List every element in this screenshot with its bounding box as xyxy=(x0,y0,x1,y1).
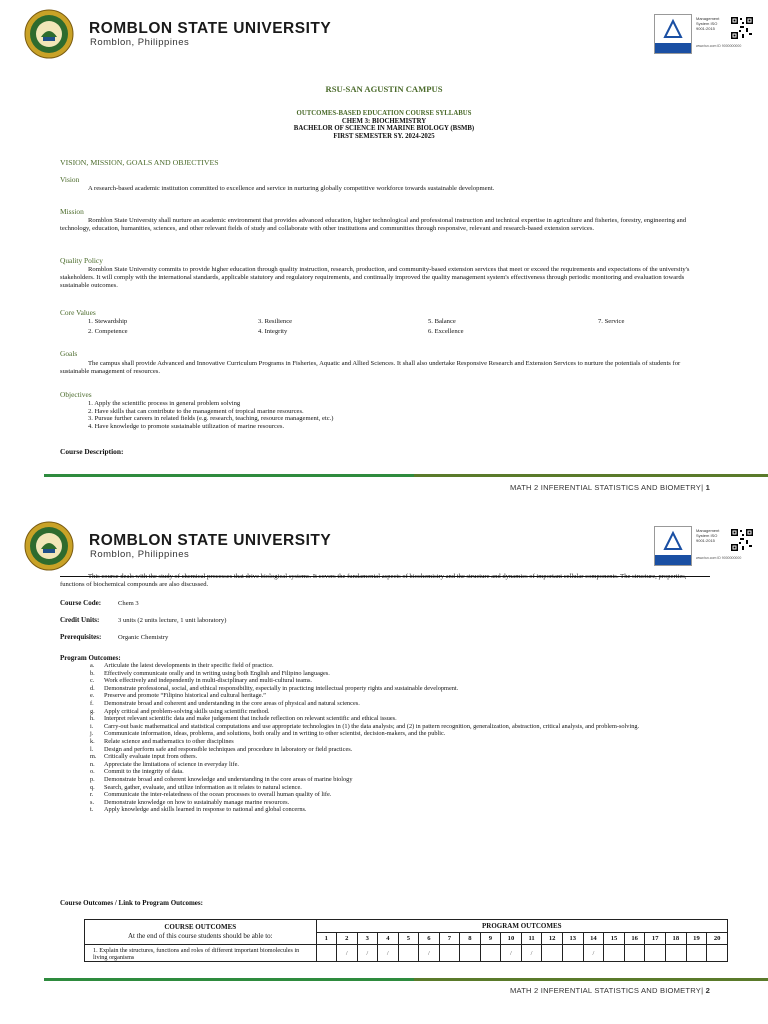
po-number-cell: 9 xyxy=(480,933,501,945)
quality-policy-text: Romblon State University commits to provide higher education through quality instruction, research, production, and community-based extension services that meet or exceed the requirements and expectations of the university's stakeholders. It will comply with the international standards, applicable statutory and regulatory requirements, and continually improved the quality management system's effectiveness through periodic monitoring and evaluation towards sustainable outcomes. xyxy=(60,266,690,290)
credit-units-label: Credit Units: xyxy=(60,616,100,624)
program-outcome-key: h. xyxy=(90,715,95,723)
course-description-text: This course deals with the study of chemical processes that drive biological systems. It covers the fundamental aspects of biochemistry and the structure and dynamics of important cellular components. The structure, properties, functions of biochemical compounds are also discussed. xyxy=(60,573,687,589)
program-outcome-key: b. xyxy=(90,669,95,677)
program-outcome-key: e. xyxy=(90,692,95,700)
university-name: ROMBLON STATE UNIVERSITY xyxy=(89,532,332,549)
campus-name: RSU-SAN AGUSTIN CAMPUS xyxy=(325,84,443,94)
po-number-cell: 13 xyxy=(562,933,583,945)
po-number-cell: 20 xyxy=(707,933,728,945)
tuv-certification-logo xyxy=(654,526,692,566)
po-number-cell: 4 xyxy=(378,933,399,945)
program-outcome-item xyxy=(90,715,710,723)
vision-text: A research-based academic institution committed to excellence and service in nurturing globally competitive workforce towards sustainable development. xyxy=(88,185,495,192)
po-number-cell: 8 xyxy=(460,933,481,945)
po-number-cell: 16 xyxy=(624,933,645,945)
program-outcome-item xyxy=(90,791,710,799)
syllabus-title-line: CHEM 3: BIOCHEMISTRY xyxy=(341,117,427,125)
po-mark-cell xyxy=(645,945,666,962)
po-number-cell: 3 xyxy=(357,933,378,945)
university-seal-logo xyxy=(24,9,74,59)
po-number-cell: 11 xyxy=(521,933,542,945)
po-number-cell: 5 xyxy=(398,933,419,945)
po-header: PROGRAM OUTCOMES xyxy=(316,920,727,933)
vision-label: Vision xyxy=(60,175,80,184)
po-mark-cell: / xyxy=(357,945,378,962)
course-description-label: Course Description: xyxy=(60,447,124,456)
university-location: Romblon, Philippines xyxy=(90,37,190,48)
objective-item: 1. Apply the scientific process in general problem solving xyxy=(88,400,241,407)
po-mark-cell xyxy=(439,945,460,962)
program-outcome-item xyxy=(90,670,710,678)
syllabus-title xyxy=(0,110,768,140)
co-subheader: At the end of this course students should be able to: xyxy=(127,932,273,940)
objectives-label: Objectives xyxy=(60,390,92,399)
objectives-list xyxy=(88,400,334,430)
core-value-item: 2. Competence xyxy=(88,328,128,335)
co-header: COURSE OUTCOMES xyxy=(164,923,237,931)
program-outcome-text: Articulate the latest developments in their specific field of practice. xyxy=(104,662,274,669)
co-header-cell xyxy=(85,920,317,945)
program-outcome-item xyxy=(90,799,710,807)
program-outcome-text: Communicate information, ideas, problems, and solutions, both orally and in writing to other scientist, decision-makers, and the public. xyxy=(104,730,446,738)
program-outcome-text: Critically evaluate input from others. xyxy=(104,753,198,761)
po-number-cell: 2 xyxy=(337,933,358,945)
objective-item: 4. Have knowledge to promote sustainable utilization of marine resources. xyxy=(88,422,285,430)
program-outcome-text: Demonstrate knowledge on how to sustainably manage marine resources. xyxy=(104,798,290,806)
program-outcome-item xyxy=(90,662,710,670)
program-outcome-item xyxy=(90,753,710,761)
program-outcome-item xyxy=(90,738,710,746)
po-mark-cell: / xyxy=(521,945,542,962)
university-seal-logo xyxy=(24,521,74,571)
qr-code-icon xyxy=(730,528,754,552)
course-outcomes-table xyxy=(84,919,728,962)
program-outcome-item xyxy=(90,708,710,716)
po-number-cell: 10 xyxy=(501,933,522,945)
program-outcome-item xyxy=(90,677,710,685)
program-outcome-key: p. xyxy=(90,775,95,783)
program-outcome-text: Apply critical and problem-solving skills using scientific method. xyxy=(104,707,270,715)
university-location: Romblon, Philippines xyxy=(90,549,190,560)
po-number-cell: 15 xyxy=(604,933,625,945)
program-outcome-text: Relate science and mathematics to other disciplines xyxy=(104,737,234,745)
po-number-cell: 1 xyxy=(316,933,337,945)
core-value-item: 7. Service xyxy=(598,318,625,325)
program-outcome-item xyxy=(90,806,710,814)
program-outcome-key: k. xyxy=(90,737,95,745)
prerequisites-label: Prerequisites: xyxy=(60,633,102,641)
program-outcome-text: Interpret relevant scientific data and make judgement that include reflection on relevant scientific and ethical issues. xyxy=(104,715,397,723)
po-mark-cell: / xyxy=(501,945,522,962)
program-outcome-key: c. xyxy=(90,677,95,685)
program-outcome-text: Demonstrate broad and coherent knowledge and understanding in the core areas of marine biology xyxy=(104,775,353,783)
course-code-label: Course Code: xyxy=(60,599,102,607)
objective-item: 3. Pursue further careers in related fields (e.g. research, teaching, resource management, etc.) xyxy=(88,415,334,423)
page-footer xyxy=(510,483,710,492)
program-outcome-text: Work effectively and independently in multi-disciplinary and multi-cultural teams. xyxy=(104,677,312,685)
program-outcome-key: i. xyxy=(90,722,94,730)
program-outcome-text: Carry-out basic mathematical and statistical computations and use appropriate technologies in (1) the data analysis; and (2) in pattern recognition, generalization, abstraction, critical analysis, and problem-solving. xyxy=(104,722,640,730)
program-outcome-key: o. xyxy=(90,768,95,776)
footer-bar-olive xyxy=(414,978,768,981)
po-number-cell: 18 xyxy=(666,933,687,945)
prerequisites-value: Organic Chemistry xyxy=(118,634,169,641)
program-outcome-key: g. xyxy=(90,707,95,715)
po-mark-cell xyxy=(542,945,563,962)
objective-item: 2. Have skills that can contribute to the management of tropical marine resources. xyxy=(88,407,304,415)
table-row xyxy=(85,945,728,962)
program-outcome-item xyxy=(90,761,710,769)
program-outcome-item xyxy=(90,776,710,784)
po-mark-cell xyxy=(707,945,728,962)
po-mark-cell xyxy=(562,945,583,962)
po-number-cell: 19 xyxy=(686,933,707,945)
po-mark-cell xyxy=(398,945,419,962)
program-outcomes-label: Program Outcomes: xyxy=(60,654,121,662)
po-number-cell: 6 xyxy=(419,933,440,945)
po-number-cell: 12 xyxy=(542,933,563,945)
program-outcome-key: r. xyxy=(90,791,94,799)
po-mark-cell xyxy=(686,945,707,962)
po-mark-cell xyxy=(604,945,625,962)
program-outcome-text: Preserve and promote “Filipino historical and cultural heritage.” xyxy=(104,692,266,700)
quality-policy-label: Quality Policy xyxy=(60,256,103,265)
core-value-item: 1. Stewardship xyxy=(88,318,128,325)
goals-text: The campus shall provide Advanced and Innovative Curriculum Programs in Fisheries, Aquatic and Allied Sciences. It shall also undertake Responsive Research and Extension Services to nurture the potentials of students for sustainable management of resources. xyxy=(60,360,681,376)
po-mark-cell: / xyxy=(583,945,604,962)
program-outcome-key: n. xyxy=(90,760,95,768)
program-outcome-text: Effectively communicate orally and in writing using both English and Filipino languages. xyxy=(104,669,330,677)
university-name: ROMBLON STATE UNIVERSITY xyxy=(89,20,332,37)
course-code-value: Chem 3 xyxy=(118,600,139,607)
program-outcome-key: t. xyxy=(90,806,94,814)
footer-bar-green xyxy=(44,978,414,981)
program-outcomes-list xyxy=(90,662,710,814)
program-outcome-item xyxy=(90,730,710,738)
tuv-certification-logo xyxy=(654,14,692,54)
credit-units-value: 3 units (2 units lecture, 1 unit laboratory) xyxy=(118,617,227,624)
mission-text: Romblon State University shall nurture an academic environment that provides advanced education, higher technological and professional instruction and technical expertise in agriculture and fisheries, forestry, engineering and technology, education, humanities, sciences, and other relevant fields of study and collaborate with other institutions and communities through responsive, relevant and research-based extension services. xyxy=(60,217,687,233)
syllabus-title-line: OUTCOMES-BASED EDUCATION COURSE SYLLABUS xyxy=(296,110,472,117)
footer-bar-olive xyxy=(414,474,768,477)
certification-text: Management System ISO 9001:2015 xyxy=(696,16,720,31)
mission-label: Mission xyxy=(60,207,84,216)
table-header-row xyxy=(85,920,728,933)
footer-course-title: MATH 2 INFERENTIAL STATISTICS AND BIOMETRY| xyxy=(509,483,704,492)
co-row-text: 1. Explain the structures, functions and roles of different important biomolecules in living organisms xyxy=(85,945,317,962)
po-mark-cell xyxy=(316,945,337,962)
program-outcome-text: Apply knowledge and skills learned in response to national and global concerns. xyxy=(104,806,307,814)
po-number-cell: 17 xyxy=(645,933,666,945)
program-outcome-text: Demonstrate broad and coherent and understanding in the core areas of physical and natural sciences. xyxy=(104,699,360,707)
program-outcome-key: j. xyxy=(90,730,94,738)
program-outcome-text: Search, gather, evaluate, and utilize information as it relates to natural science. xyxy=(104,783,302,791)
page-header xyxy=(0,0,768,62)
certification-url: www.tuv.com ID 9000000000 xyxy=(696,556,742,560)
goals-label: Goals xyxy=(60,349,78,358)
program-outcome-item xyxy=(90,784,710,792)
program-outcome-item xyxy=(90,700,710,708)
page-number: 2 xyxy=(705,986,710,995)
core-value-item: 5. Balance xyxy=(428,318,456,325)
po-number-cell: 7 xyxy=(439,933,460,945)
program-outcome-key: l. xyxy=(90,745,94,753)
program-outcome-key: a. xyxy=(90,662,95,669)
core-value-item: 4. Integrity xyxy=(258,328,288,335)
po-number-cell: 14 xyxy=(583,933,604,945)
program-outcome-key: f. xyxy=(90,699,94,707)
core-values-label: Core Values xyxy=(60,308,96,317)
po-mark-cell: / xyxy=(337,945,358,962)
program-outcome-item xyxy=(90,768,710,776)
program-outcome-key: m. xyxy=(90,753,97,761)
syllabus-title-line: FIRST SEMESTER SY. 2024-2025 xyxy=(333,132,435,140)
program-outcome-item xyxy=(90,723,710,731)
footer-bar-green xyxy=(44,474,414,477)
core-value-item: 3. Resilience xyxy=(258,318,293,325)
page-number: 1 xyxy=(705,483,710,492)
program-outcome-text: Appreciate the limitations of science in everyday life. xyxy=(104,760,239,768)
program-outcome-key: d. xyxy=(90,684,95,692)
certification-text: Management System ISO 9001:2015 xyxy=(696,528,720,543)
syllabus-title-line: BACHELOR OF SCIENCE IN MARINE BIOLOGY (BSMB) xyxy=(293,125,475,133)
page-header xyxy=(0,512,768,574)
program-outcome-item xyxy=(90,685,710,693)
po-mark-cell xyxy=(480,945,501,962)
qr-code-icon xyxy=(730,16,754,40)
po-mark-cell: / xyxy=(419,945,440,962)
program-outcome-item xyxy=(90,746,710,754)
program-outcome-text: Demonstrate professional, social, and ethical responsibility, especially in practicing intellectual property rights and sustainable development. xyxy=(104,684,459,692)
program-outcome-text: Communicate the inter-relatedness of the ocean processes to overall human quality of life. xyxy=(104,791,332,799)
program-outcome-text: Design and perform safe and responsible techniques and procedure in laboratory or field practices. xyxy=(104,745,353,753)
syllabus-page-2 xyxy=(0,512,768,1024)
page-footer xyxy=(510,986,710,995)
program-outcome-text: Commit to the integrity of data. xyxy=(104,768,184,776)
certification-url: www.tuv.com ID 9000000000 xyxy=(696,44,742,48)
footer-course-title: MATH 2 INFERENTIAL STATISTICS AND BIOMETRY| xyxy=(509,986,704,995)
program-outcome-item xyxy=(90,692,710,700)
program-outcome-key: q. xyxy=(90,783,95,791)
section-heading: VISION, MISSION, GOALS AND OBJECTIVES xyxy=(60,158,219,167)
course-outcomes-link-label: Course Outcomes / Link to Program Outcomes: xyxy=(60,899,203,907)
core-value-item: 6. Excellence xyxy=(428,328,464,335)
po-mark-cell: / xyxy=(378,945,399,962)
po-mark-cell xyxy=(666,945,687,962)
program-outcome-key: s. xyxy=(90,798,95,806)
po-mark-cell xyxy=(624,945,645,962)
po-mark-cell xyxy=(460,945,481,962)
